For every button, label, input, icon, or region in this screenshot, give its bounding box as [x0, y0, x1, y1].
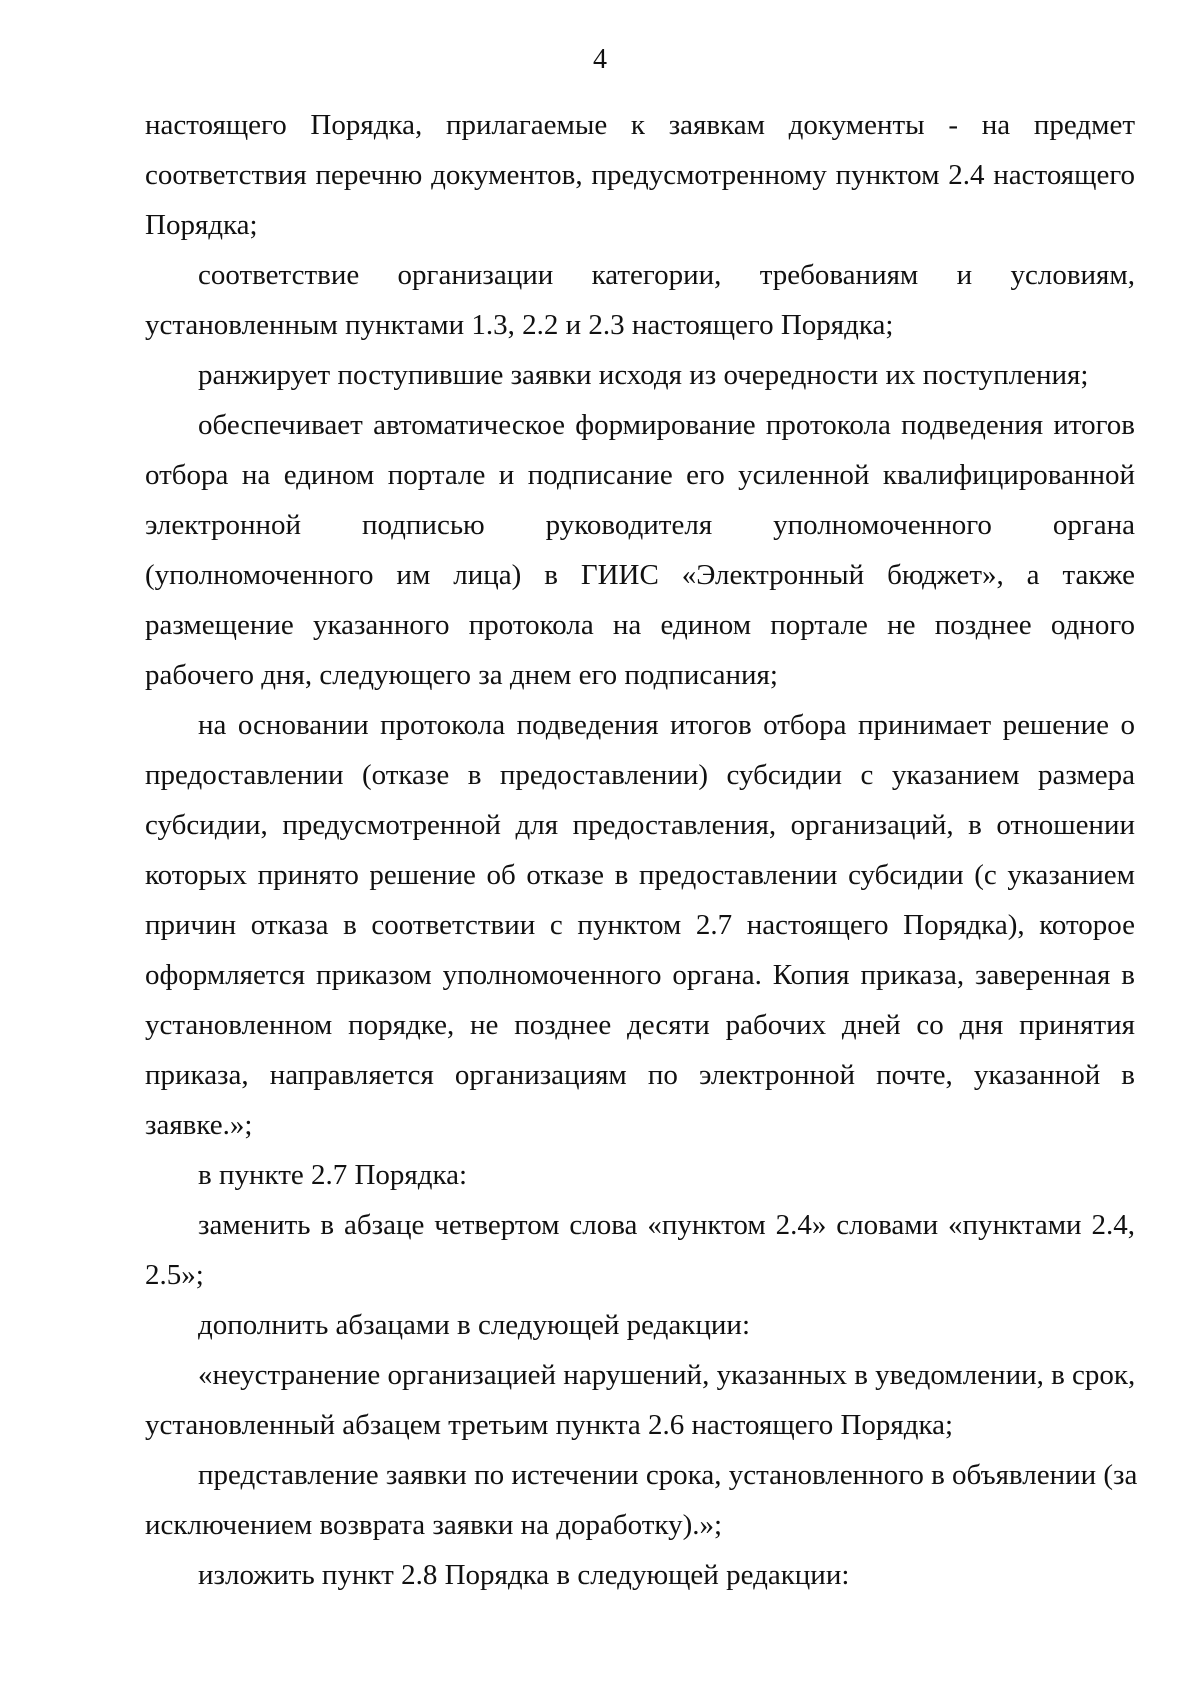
text-line: установленный абзацем третьим пункта 2.6 настоящего Порядка;: [145, 1409, 954, 1441]
text-line: причин отказа в соответствии с пунктом 2.7 настоящего Порядка), которое: [145, 909, 1135, 941]
text-line: (уполномоченного им лица) в ГИИС «Электронный бюджет», а также: [145, 559, 1135, 591]
text-line: оформляется приказом уполномоченного органа. Копия приказа, заверенная в: [145, 959, 1135, 991]
text-line: отбора на едином портале и подписание его усиленной квалифицированной: [145, 459, 1135, 491]
text-line: «неустранение организацией нарушений, указанных в уведомлении, в срок,: [198, 1359, 1136, 1391]
text-line: соответствие организации категории, требованиям и условиям,: [198, 259, 1135, 291]
text-line: приказа, направляется организациям по электронной почте, указанной в: [145, 1059, 1135, 1091]
text-line: обеспечивает автоматическое формирование протокола подведения итогов: [198, 409, 1135, 441]
text-line: изложить пункт 2.8 Порядка в следующей редакции:: [198, 1559, 850, 1591]
text-line: Порядка;: [145, 209, 258, 241]
text-line: представление заявки по истечении срока, установленного в объявлении (за: [198, 1459, 1138, 1491]
text-line: размещение указанного протокола на едином портале не позднее одного: [145, 609, 1135, 641]
text-line: рабочего дня, следующего за днем его подписания;: [145, 659, 778, 691]
text-line: предоставлении (отказе в предоставлении) субсидии с указанием размера: [145, 759, 1135, 791]
text-line: установленном порядке, не позднее десяти рабочих дней со дня принятия: [145, 1009, 1135, 1041]
page-number: 4: [593, 44, 607, 75]
text-line: 2.5»;: [145, 1259, 204, 1291]
text-line: в пункте 2.7 Порядка:: [198, 1159, 468, 1191]
text-line: которых принято решение об отказе в предоставлении субсидии (с указанием: [145, 859, 1135, 891]
text-line: субсидии, предусмотренной для предоставления, организаций, в отношении: [145, 809, 1135, 841]
text-line: дополнить абзацами в следующей редакции:: [198, 1309, 751, 1341]
text-line: соответствия перечню документов, предусмотренному пунктом 2.4 настоящего: [145, 159, 1135, 191]
text-line: настоящего Порядка, прилагаемые к заявкам документы - на предмет: [145, 109, 1135, 141]
document-body: [145, 100, 1138, 1600]
text-line: заменить в абзаце четвертом слова «пунктом 2.4» словами «пунктами 2.4,: [198, 1209, 1135, 1241]
text-line: установленным пунктами 1.3, 2.2 и 2.3 настоящего Порядка;: [145, 309, 894, 341]
text-line: заявке.»;: [145, 1109, 253, 1141]
text-line: исключением возврата заявки на доработку).»;: [145, 1509, 723, 1541]
text-line: ранжирует поступившие заявки исходя из очередности их поступления;: [198, 359, 1089, 391]
text-line: на основании протокола подведения итогов отбора принимает решение о: [198, 709, 1135, 741]
text-line: электронной подписью руководителя уполномоченного органа: [145, 509, 1135, 541]
